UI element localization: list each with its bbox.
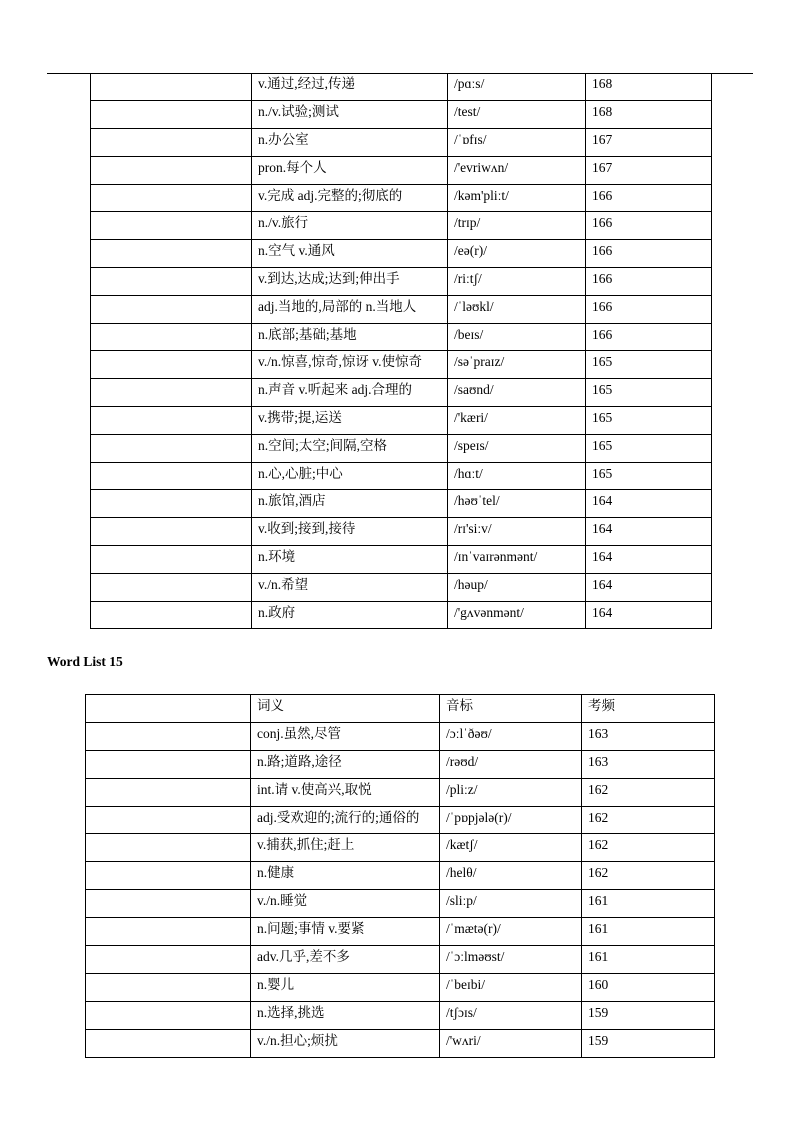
meaning-cell: conj.虽然,尽管 — [251, 722, 440, 750]
index-cell — [86, 806, 251, 834]
frequency-cell: 161 — [582, 946, 715, 974]
index-cell — [91, 212, 252, 240]
phonetic-cell: /eə(r)/ — [448, 240, 586, 268]
index-cell — [86, 750, 251, 778]
phonetic-cell: /həʊˈtel/ — [448, 490, 586, 518]
frequency-cell: 161 — [582, 918, 715, 946]
frequency-cell: 166 — [586, 323, 712, 351]
frequency-cell: 159 — [582, 1001, 715, 1029]
index-cell — [91, 101, 252, 129]
index-cell — [91, 379, 252, 407]
index-cell — [91, 518, 252, 546]
header-meaning: 词义 — [251, 695, 440, 723]
meaning-cell: n.健康 — [251, 862, 440, 890]
table-row — [91, 184, 712, 212]
phonetic-cell: /ˈɒfɪs/ — [448, 129, 586, 157]
table-row — [91, 129, 712, 157]
phonetic-cell: /ˈmætə(r)/ — [440, 918, 582, 946]
phonetic-cell: /səˈpraɪz/ — [448, 351, 586, 379]
index-cell — [91, 129, 252, 157]
phonetic-cell: /rəʊd/ — [440, 750, 582, 778]
frequency-cell: 166 — [586, 212, 712, 240]
index-cell — [91, 156, 252, 184]
phonetic-cell: /ɪnˈvaɪrənmənt/ — [448, 546, 586, 574]
table-row — [86, 1029, 715, 1057]
meaning-cell: n.政府 — [252, 601, 448, 629]
vocab-table-continued — [90, 73, 712, 629]
vocab-table-word-list-15 — [85, 694, 715, 1058]
phonetic-cell: /kəm'pliːt/ — [448, 184, 586, 212]
meaning-cell: adj.当地的,局部的 n.当地人 — [252, 295, 448, 323]
phonetic-cell: /tʃɔɪs/ — [440, 1001, 582, 1029]
phonetic-cell: /'gʌvənmənt/ — [448, 601, 586, 629]
phonetic-cell: /kætʃ/ — [440, 834, 582, 862]
frequency-cell: 164 — [586, 546, 712, 574]
table-row — [86, 946, 715, 974]
table-row — [86, 973, 715, 1001]
meaning-cell: n.底部;基础;基地 — [252, 323, 448, 351]
frequency-cell: 167 — [586, 129, 712, 157]
frequency-cell: 161 — [582, 890, 715, 918]
index-cell — [86, 862, 251, 890]
header-phonetic: 音标 — [440, 695, 582, 723]
index-cell — [86, 918, 251, 946]
meaning-cell: adv.几乎,差不多 — [251, 946, 440, 974]
index-cell — [91, 462, 252, 490]
meaning-cell: n.空气 v.通风 — [252, 240, 448, 268]
meaning-cell: n.婴儿 — [251, 973, 440, 1001]
table-row — [91, 73, 712, 101]
meaning-cell: v.收到;接到,接待 — [252, 518, 448, 546]
frequency-cell: 165 — [586, 407, 712, 435]
table-row — [91, 295, 712, 323]
table-row — [86, 806, 715, 834]
meaning-cell: v./n.惊喜,惊奇,惊讶 v.使惊奇 — [252, 351, 448, 379]
meaning-cell: adj.受欢迎的;流行的;通俗的 — [251, 806, 440, 834]
phonetic-cell: /'wʌri/ — [440, 1029, 582, 1057]
meaning-cell: n.办公室 — [252, 129, 448, 157]
phonetic-cell: /test/ — [448, 101, 586, 129]
index-cell — [91, 268, 252, 296]
meaning-cell: n.空间;太空;间隔,空格 — [252, 434, 448, 462]
meaning-cell: n.环境 — [252, 546, 448, 574]
meaning-cell: n.选择,挑选 — [251, 1001, 440, 1029]
meaning-cell: v.通过,经过,传递 — [252, 73, 448, 101]
table-header-row — [86, 695, 715, 723]
frequency-cell: 165 — [586, 351, 712, 379]
table-row — [91, 490, 712, 518]
index-cell — [91, 240, 252, 268]
frequency-cell: 168 — [586, 73, 712, 101]
index-cell — [91, 434, 252, 462]
frequency-cell: 162 — [582, 806, 715, 834]
table-row — [91, 379, 712, 407]
meaning-cell: n.问题;事情 v.要紧 — [251, 918, 440, 946]
table-row — [91, 212, 712, 240]
frequency-cell: 165 — [586, 462, 712, 490]
vocab-table-body — [86, 695, 715, 1058]
table-row — [86, 918, 715, 946]
meaning-cell: v./n.睡觉 — [251, 890, 440, 918]
meaning-cell: pron.每个人 — [252, 156, 448, 184]
meaning-cell: n.旅馆,酒店 — [252, 490, 448, 518]
index-cell — [91, 295, 252, 323]
frequency-cell: 166 — [586, 268, 712, 296]
table-row — [86, 722, 715, 750]
meaning-cell: n./v.试验;测试 — [252, 101, 448, 129]
meaning-cell: v./n.担心;烦扰 — [251, 1029, 440, 1057]
table-row — [91, 518, 712, 546]
phonetic-cell: /ɔːlˈðəʊ/ — [440, 722, 582, 750]
table-row — [91, 351, 712, 379]
meaning-cell: n.声音 v.听起来 adj.合理的 — [252, 379, 448, 407]
index-cell — [91, 73, 252, 101]
table-row — [86, 834, 715, 862]
frequency-cell: 163 — [582, 722, 715, 750]
table-row — [91, 407, 712, 435]
table-row — [91, 573, 712, 601]
index-cell — [86, 946, 251, 974]
index-cell — [86, 890, 251, 918]
table-row — [91, 240, 712, 268]
index-cell — [91, 490, 252, 518]
phonetic-cell: /rɪ'siːv/ — [448, 518, 586, 546]
frequency-cell: 164 — [586, 601, 712, 629]
table-row — [91, 156, 712, 184]
table-row — [91, 323, 712, 351]
phonetic-cell: /helθ/ — [440, 862, 582, 890]
phonetic-cell: /trɪp/ — [448, 212, 586, 240]
table-row — [86, 750, 715, 778]
meaning-cell: v.捕获,抓住;赶上 — [251, 834, 440, 862]
phonetic-cell: /ˈpɒpjələ(r)/ — [440, 806, 582, 834]
meaning-cell: v./n.希望 — [252, 573, 448, 601]
frequency-cell: 166 — [586, 184, 712, 212]
index-cell — [86, 1001, 251, 1029]
phonetic-cell: /sliːp/ — [440, 890, 582, 918]
meaning-cell: n./v.旅行 — [252, 212, 448, 240]
index-cell — [91, 323, 252, 351]
frequency-cell: 166 — [586, 240, 712, 268]
table-row — [91, 434, 712, 462]
table-row — [86, 862, 715, 890]
table-row — [86, 1001, 715, 1029]
frequency-cell: 164 — [586, 518, 712, 546]
frequency-cell: 163 — [582, 750, 715, 778]
index-cell — [86, 973, 251, 1001]
phonetic-cell: /ˈɔːlməʊst/ — [440, 946, 582, 974]
frequency-cell: 165 — [586, 434, 712, 462]
frequency-cell: 160 — [582, 973, 715, 1001]
index-cell — [91, 351, 252, 379]
meaning-cell: v.到达,达成;达到;伸出手 — [252, 268, 448, 296]
frequency-cell: 165 — [586, 379, 712, 407]
meaning-cell: n.路;道路,途径 — [251, 750, 440, 778]
phonetic-cell: /pliːz/ — [440, 778, 582, 806]
frequency-cell: 162 — [582, 862, 715, 890]
phonetic-cell: /'evriwʌn/ — [448, 156, 586, 184]
index-cell — [86, 834, 251, 862]
frequency-cell: 164 — [586, 490, 712, 518]
table-row — [86, 778, 715, 806]
phonetic-cell: /pɑːs/ — [448, 73, 586, 101]
table-row — [91, 601, 712, 629]
index-cell — [86, 722, 251, 750]
frequency-cell: 162 — [582, 778, 715, 806]
index-cell — [91, 573, 252, 601]
phonetic-cell: /ˈləʊkl/ — [448, 295, 586, 323]
frequency-cell: 164 — [586, 573, 712, 601]
index-cell — [91, 546, 252, 574]
phonetic-cell: /speɪs/ — [448, 434, 586, 462]
meaning-cell: n.心,心脏;中心 — [252, 462, 448, 490]
phonetic-cell: /saʊnd/ — [448, 379, 586, 407]
meaning-cell: v.携带;提,运送 — [252, 407, 448, 435]
phonetic-cell: /həup/ — [448, 573, 586, 601]
table-row — [91, 101, 712, 129]
table-row — [91, 546, 712, 574]
table-row — [86, 890, 715, 918]
meaning-cell: v.完成 adj.完整的;彻底的 — [252, 184, 448, 212]
phonetic-cell: /ˈbeɪbi/ — [440, 973, 582, 1001]
phonetic-cell: /riːtʃ/ — [448, 268, 586, 296]
frequency-cell: 159 — [582, 1029, 715, 1057]
phonetic-cell: /beɪs/ — [448, 323, 586, 351]
frequency-cell: 167 — [586, 156, 712, 184]
vocab-table-body — [91, 73, 712, 629]
frequency-cell: 162 — [582, 834, 715, 862]
table-row — [91, 462, 712, 490]
table-row — [91, 268, 712, 296]
frequency-cell: 168 — [586, 101, 712, 129]
index-cell — [86, 695, 251, 723]
header-frequency: 考频 — [582, 695, 715, 723]
word-list-heading: Word List 15 — [47, 654, 123, 669]
index-cell — [86, 778, 251, 806]
index-cell — [86, 1029, 251, 1057]
frequency-cell: 166 — [586, 295, 712, 323]
phonetic-cell: /'kæri/ — [448, 407, 586, 435]
index-cell — [91, 601, 252, 629]
phonetic-cell: /hɑːt/ — [448, 462, 586, 490]
meaning-cell: int.请 v.使高兴,取悦 — [251, 778, 440, 806]
index-cell — [91, 407, 252, 435]
index-cell — [91, 184, 252, 212]
